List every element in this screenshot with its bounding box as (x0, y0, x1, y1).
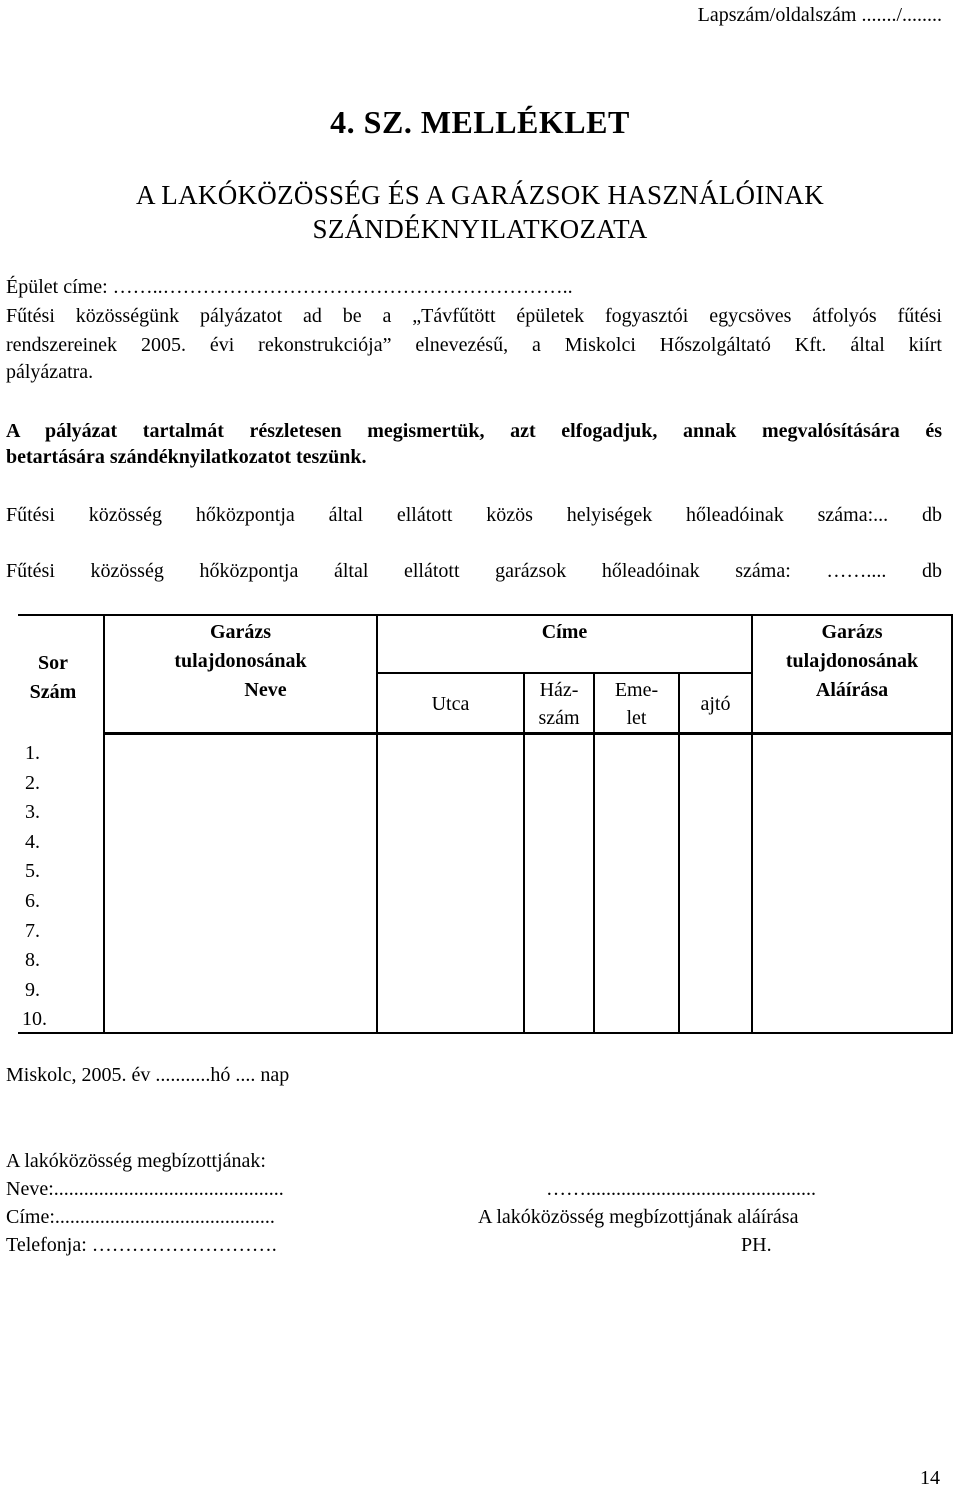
page-number: 14 (920, 1467, 940, 1489)
table-bottom-border (18, 1032, 953, 1034)
paragraph1-line2: rendszereinek 2005. évi rekonstrukciója” elnevezésű, a Miskolci Hőszolgáltató Kft. által kiírt (6, 334, 942, 356)
table-row: 4. (25, 830, 40, 853)
representative-phone-field: Telefonja: ………………………. (6, 1234, 277, 1256)
header-owner-signature: Garázs tulajdonosának Aláírása (785, 621, 919, 701)
signature-label: A lakóközösség megbízottjának aláírása (478, 1206, 799, 1228)
table-row: 3. (25, 801, 40, 824)
table-right-border (951, 614, 953, 1034)
common-rooms-radiators-line: Fűtési közösség hőközpontja által ellátott közös helyiségek hőleadóinak száma:... db (6, 504, 942, 526)
paragraph2-line2: betartására szándéknyilatkozatot teszünk. (6, 446, 367, 468)
table-row: 10. (22, 1008, 47, 1031)
header-door: ajtó (700, 693, 731, 715)
table-row: 5. (25, 860, 40, 883)
table-top-border (18, 614, 953, 616)
header-house-number: Ház- szám (538, 679, 580, 729)
main-title-line1: A LAKÓKÖZÖSSÉG ÉS A GARÁZSOK HASZNÁLÓINAK (135, 180, 825, 210)
paragraph2-line1: A pályázat tartalmát részletesen megismertük, azt elfogadjuk, annak megvalósítására és (6, 420, 942, 442)
representative-name-field: Neve:.............................................. (6, 1178, 284, 1200)
header-street: Utca (431, 693, 470, 715)
garage-owners-table (18, 614, 953, 1034)
header-floor: Eme- let (614, 679, 659, 729)
signature-dotted-line: …….............................................. (546, 1178, 816, 1200)
paragraph1-line1: Fűtési közösségünk pályázatot ad be a „Távfűtött épületek fogyasztói egycsöves átfolyós fűtési (6, 305, 942, 327)
stamp-label: PH. (741, 1234, 772, 1256)
address-subheader-line (376, 672, 753, 674)
col-divider-2 (376, 614, 378, 1034)
table-row: 8. (25, 949, 40, 972)
table-row: 9. (25, 978, 40, 1001)
representative-address-field: Címe:............................................ (6, 1206, 275, 1228)
garage-radiators-line: Fűtési közösség hőközpontja által ellátott garázsok hőleadóinak száma: …….... db (6, 560, 942, 582)
building-address-label: Épület címe: ……..…………………………………………………….. (6, 276, 573, 298)
main-title-line2: SZÁNDÉKNYILATKOZATA (312, 214, 648, 244)
row-numbers-column (22, 739, 47, 1035)
header-sor: Sor Szám (29, 652, 77, 703)
table-row: 7. (25, 919, 40, 942)
header-address: Címe (541, 621, 588, 643)
col-divider-5 (678, 672, 680, 1034)
table-row: 6. (25, 889, 40, 912)
table-row: 2. (25, 771, 40, 794)
header-owner-name: Garázs tulajdonosának Neve (174, 621, 307, 701)
table-header-separator (103, 732, 953, 735)
paragraph1-line3: pályázatra. (6, 361, 94, 383)
annex-title: 4. SZ. MELLÉKLET (330, 104, 630, 140)
representative-heading: A lakóközösség megbízottjának: (6, 1150, 266, 1172)
place-date-line: Miskolc, 2005. év ...........hó .... nap (6, 1064, 290, 1086)
table-row: 1. (25, 742, 40, 764)
page-header-number: Lapszám/oldalszám ......./........ (697, 4, 942, 26)
